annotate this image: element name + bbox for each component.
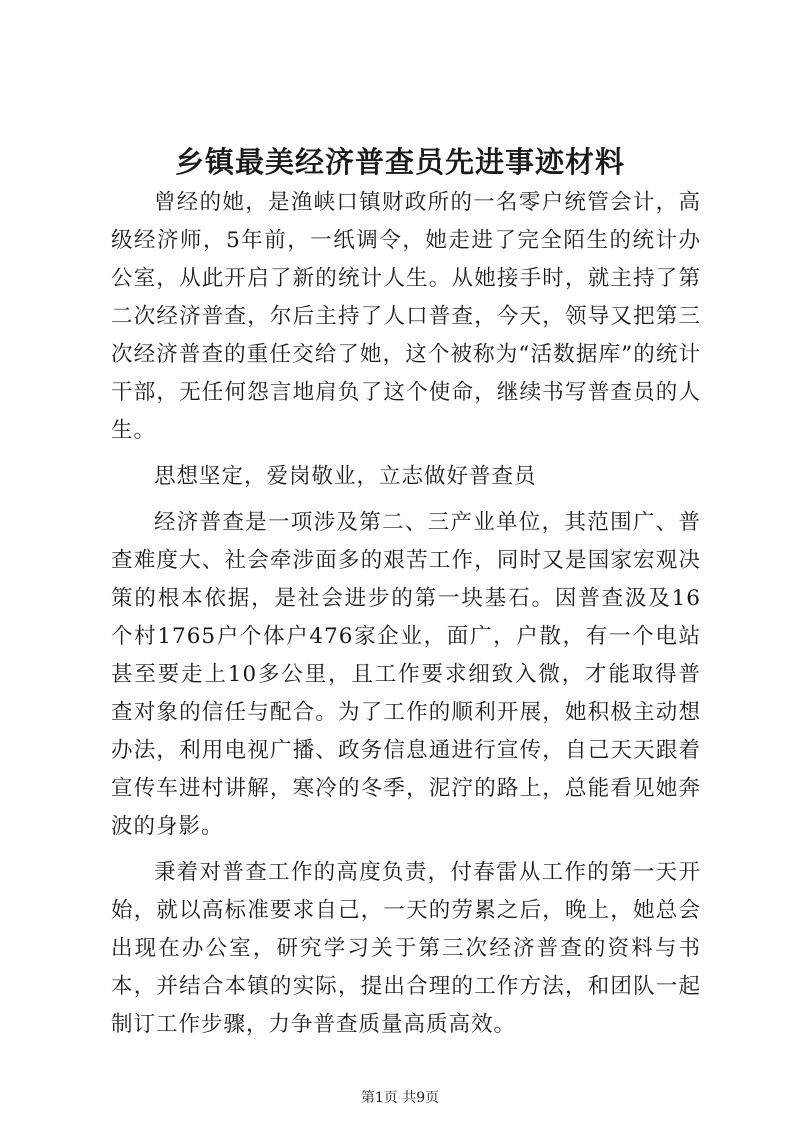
paragraph-responsibility: 秉着对普查工作的高度负责，付春雷从工作的第一天开始，就以高标准要求自己，一天的劳累之后，晚上，她总会出现在办公室，研究学习关于第三次经济普查的资料与书本，并结合本镇的实际，提出合理的工作方法，和团队一起制订工作步骤，力争普查质量高质高效。 — [111, 860, 701, 1037]
paragraph-census-work: 经济普查是一项涉及第二、三产业单位，其范围广、普查难度大、社会牵涉面多的艰苦工作，同时又是国家宏观决策的根本依据，是社会进步的第一块基石。因普查汲及16个村1765户个体户476家企业，面广，户散，有一个电站甚至要走上10多公里，且工作要求细致入微，才能取得普查对象的信任与配合。为了工作的顺利开展，她积极主动想办法，利用电视广播、政务信息通进行宣传，自己天天跟着宣传车进村讲解，寒冷的冬季，泥泞的路上，总能看见她奔波的身影。 — [111, 510, 701, 839]
section-heading: 思想坚定，爱岗敬业，立志做好普查员 — [154, 464, 537, 489]
document-title: 乡镇最美经济普查员先进事迹材料 — [174, 145, 625, 179]
page-number: 第1页 共9页 — [360, 1090, 440, 1106]
document-body — [111, 184, 701, 1044]
paragraph-intro: 曾经的她，是渔峡口镇财政所的一名零户统管会计，高级经济师，5年前，一纸调令，她走进了完全陌生的统计办公室，从此开启了新的统计人生。从她接手时，就主持了第二次经济普查，尔后主持了人口普查，今天，领导又把第三次经济普查的重任交给了她，这个被称为“活数据库”的统计干部，无任何怨言地肩负了这个使命，继续书写普查员的人生。 — [111, 190, 701, 443]
